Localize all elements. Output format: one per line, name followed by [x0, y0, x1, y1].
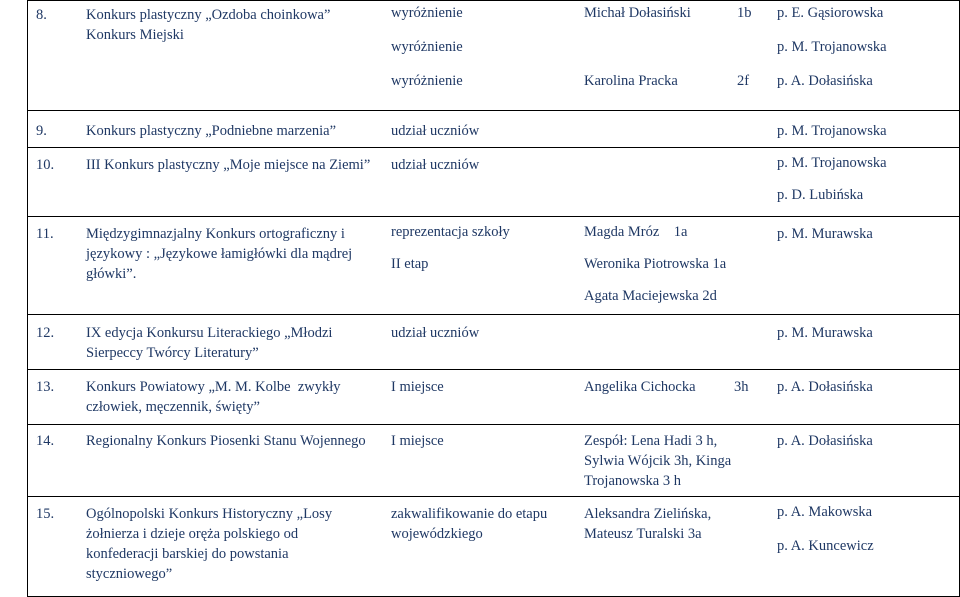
competition-name: III Konkurs plastyczny „Moje miejsce na Ziemi” [86, 157, 371, 173]
row-divider [27, 314, 960, 315]
row-divider [27, 216, 960, 217]
competition-name: IX edycja Konkursu Literackiego „Młodzi Sierpeccy Twórcy Literatury” [86, 325, 333, 361]
row-number: 13. [36, 379, 55, 395]
row-divider [27, 147, 960, 148]
participants: Angelika Cichocka [584, 379, 696, 395]
teacher: p. M. Trojanowska p. D. Lubińska [777, 155, 887, 203]
participant-classes: 3h [734, 379, 749, 395]
row-divider [27, 369, 960, 370]
row-number: 12. [36, 325, 55, 341]
participants: Zespół: Lena Hadi 3 h, Sylwia Wójcik 3h, Kinga Trojanowska 3 h [584, 433, 732, 489]
row-number: 10. [36, 157, 55, 173]
competition-name: Konkurs Powiatowy „M. M. Kolbe zwykły człowiek, męczennik, święty” [86, 379, 341, 415]
result: reprezentacja szkoły II etap [391, 224, 510, 272]
participants: Magda Mróz 1a Weronika Piotrowska 1a Agata Maciejewska 2d [584, 224, 727, 304]
teacher: p. A. Dołasińska [777, 433, 873, 449]
teacher: p. A. Dołasińska [777, 379, 873, 395]
teacher: p. M. Murawska [777, 325, 873, 341]
teacher: p. M. Trojanowska [777, 123, 887, 139]
teacher: p. M. Murawska [777, 226, 873, 242]
result: I miejsce [391, 379, 444, 395]
result: zakwalifikowanie do etapu wojewódzkiego [391, 506, 548, 542]
competition-name: Konkurs plastyczny „Ozdoba choinkowa” Konkurs Miejski [86, 7, 331, 43]
competition-name: Międzygimnazjalny Konkurs ortograficzny i językowy : „Językowe łamigłówki dla mądrej główki”. [86, 226, 353, 282]
row-number: 8. [36, 7, 47, 23]
row-number: 11. [36, 226, 54, 242]
result: udział uczniów [391, 325, 480, 341]
result: udział uczniów [391, 123, 480, 139]
teacher: p. E. Gąsiorowska p. M. Trojanowska p. A. Dołasińska [777, 5, 887, 89]
row-divider [27, 496, 960, 497]
result: I miejsce [391, 433, 444, 449]
row-divider [27, 424, 960, 425]
row-divider [27, 0, 960, 1]
teacher: p. A. Makowska p. A. Kuncewicz [777, 504, 874, 554]
competition-name: Regionalny Konkurs Piosenki Stanu Wojennego [86, 433, 366, 449]
result: wyróżnienie wyróżnienie wyróżnienie [391, 5, 463, 89]
participants: Michał Dołasiński Karolina Pracka [584, 5, 691, 89]
row-number: 15. [36, 506, 55, 522]
participants: Aleksandra Zielińska, Mateusz Turalski 3a [584, 506, 712, 542]
result: udział uczniów [391, 157, 480, 173]
competition-name: Ogólnopolski Konkurs Historyczny „Losy żołnierza i dzieje oręża polskiego od konfederacji barskiej do powstania styczniowego” [86, 506, 333, 582]
column-divider [27, 0, 28, 597]
row-number: 9. [36, 123, 47, 139]
participant-classes: 1b 2f [737, 5, 752, 89]
row-number: 14. [36, 433, 55, 449]
competition-name: Konkurs plastyczny „Podniebne marzenia” [86, 123, 337, 139]
row-divider [27, 110, 960, 111]
